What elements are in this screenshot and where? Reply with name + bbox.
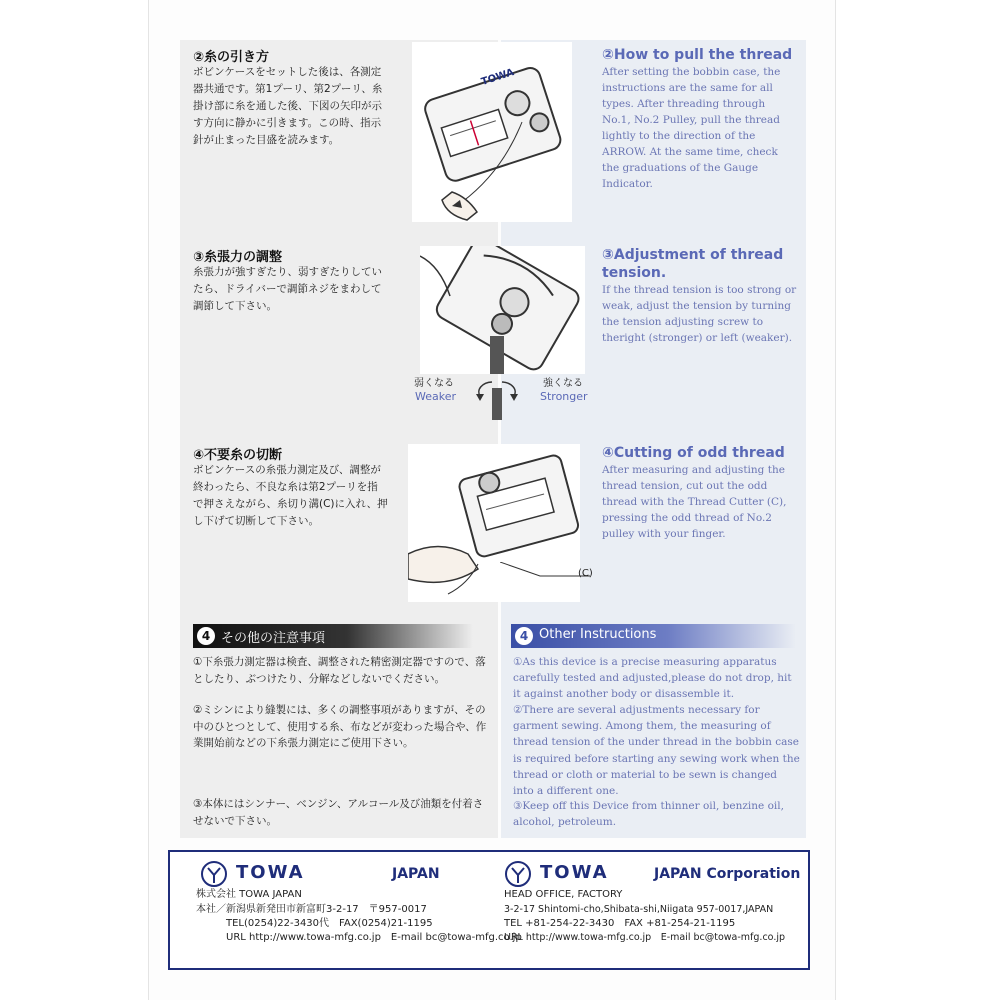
sec2-en-body: After setting the bobbin case, the instructions are the same for all types. After threading through No.1, No.2 Pulley, pull the thread lightly to the direction of the ARROW. At the same time, check the graduations of the Gauge Indicator. (602, 66, 781, 190)
other-jp-number: 4 (197, 627, 215, 645)
pull-thread-illustration (412, 42, 572, 222)
other-jp-bar (193, 624, 473, 648)
tel-fax-jp: TEL(0254)22-3430代 FAX(0254)21-1195 (226, 918, 433, 929)
other-en-item-1: ①As this device is a precise measuring apparatus carefully tested and adjusted,please do not drop, hit it against another body or disassemble it. (513, 656, 792, 701)
sec4-en-body: After measuring and adjusting the thread tension, cut out the odd thread with the Thread Cutter (C), pressing the odd thread of No.2 pulley with your finger. (602, 464, 787, 540)
other-jp-item-1: ①下糸張力測定器は検査、調整された精密測定器ですので、落としたり、ぶつけたり、分解などしないでください。 (193, 656, 486, 685)
device-brand-text: TOWA (480, 67, 516, 88)
sec2-jp-title: ②糸の引き方 (193, 50, 270, 65)
towa-logo-icon (200, 860, 228, 888)
address-en: 3-2-17 Shintomi-cho,Shibata-shi,Niigata 957-0017,JAPAN (504, 904, 774, 915)
sec4-jp-body: ボビンケースの糸張力測定及び、調整が終わったら、不良な糸は第2プーリを指で押さえながら、糸切り溝(C)に入れ、押し下げて切断して下さい。 (193, 464, 388, 527)
sec4-en-title: ④Cutting of odd thread (602, 445, 785, 461)
sec4-jp-title: ④不要糸の切断 (193, 448, 283, 463)
company-name-jp: 株式会社 TOWA JAPAN (196, 889, 302, 900)
stronger-jp-label: 強くなる (543, 378, 583, 389)
other-en-item-2: ②There are several adjustments necessary for garment sewing. Among them, the measuring of thread tension of the under thread in the bobbin case is required before starting any sewing work when the thread or cloth or material to be sewn is changed into a different one. (513, 704, 800, 798)
sec2-jp-body: ボビンケースをセットした後は、各測定器共通です。第1プーリ、第2プーリ、糸掛け部に糸を通した後、下図の矢印が示す方向に静かに引きます。この時、指示針が止まった目盛を読みます。 (193, 66, 383, 146)
stronger-en-label: Stronger (540, 390, 588, 403)
rotate-arrows-icon (462, 372, 532, 420)
other-en-bar (511, 624, 796, 648)
other-jp-title: その他の注意事項 (221, 631, 326, 646)
url-email-en: URL http://www.towa-mfg.co.jp E-mail bc@towa-mfg.co.jp (504, 932, 786, 943)
sec3-jp-title: ③糸張力の調整 (193, 250, 283, 265)
sec3-en-title: ③Adjustment of thread tension. (602, 247, 784, 281)
thread-cutter-label: (C) (578, 568, 593, 579)
footer-contact-box (168, 850, 810, 970)
url-email-jp: URL http://www.towa-mfg.co.jp E-mail bc@towa-mfg.co.jp (226, 932, 522, 943)
other-jp-item-3: ③本体にはシンナー、ベンジン、アルコール及び油類を付着させないで下さい。 (193, 798, 484, 827)
weaker-en-label: Weaker (415, 390, 457, 403)
brand-right-suffix: JAPAN Corporation (654, 866, 801, 882)
cutter-pointer-line (500, 562, 590, 588)
sec3-en-body: If the thread tension is too strong or weak, adjust the tension by turning the tension adjusting screw to theright (stronger) or left (weaker). (602, 284, 797, 344)
towa-logo-icon-right (504, 860, 532, 888)
other-en-number: 4 (515, 627, 533, 645)
brand-left-suffix: JAPAN (392, 866, 440, 882)
tension-adjust-illustration (420, 246, 585, 374)
weaker-jp-label: 弱くなる (414, 378, 454, 389)
other-en-item-3: ③Keep off this Device from thinner oil, benzine oil, alcohol, petroleum. (513, 800, 784, 829)
tel-fax-en: TEL +81-254-22-3430 FAX +81-254-21-1195 (504, 918, 736, 929)
other-jp-item-2: ②ミシンにより縫製には、多くの調整事項がありますが、その中のひとつとして、使用する糸、布などが変わった場合や、作業開始前などの下糸張力測定にご使用下さい。 (193, 704, 487, 749)
address-jp: 本社／新潟県新発田市新富町3-2-17 〒957-0017 (196, 904, 427, 915)
other-en-title: Other Instructions (539, 627, 657, 642)
brand-right: TOWA (540, 862, 609, 883)
head-office-label: HEAD OFFICE, FACTORY (504, 889, 623, 900)
brand-left: TOWA (236, 862, 305, 883)
sec2-en-title: ②How to pull the thread (602, 47, 793, 63)
sec3-jp-body: 糸張力が強すぎたり、弱すぎたりしていたら、ドライバーで調節ネジをまわして調節して下さい。 (193, 266, 382, 312)
